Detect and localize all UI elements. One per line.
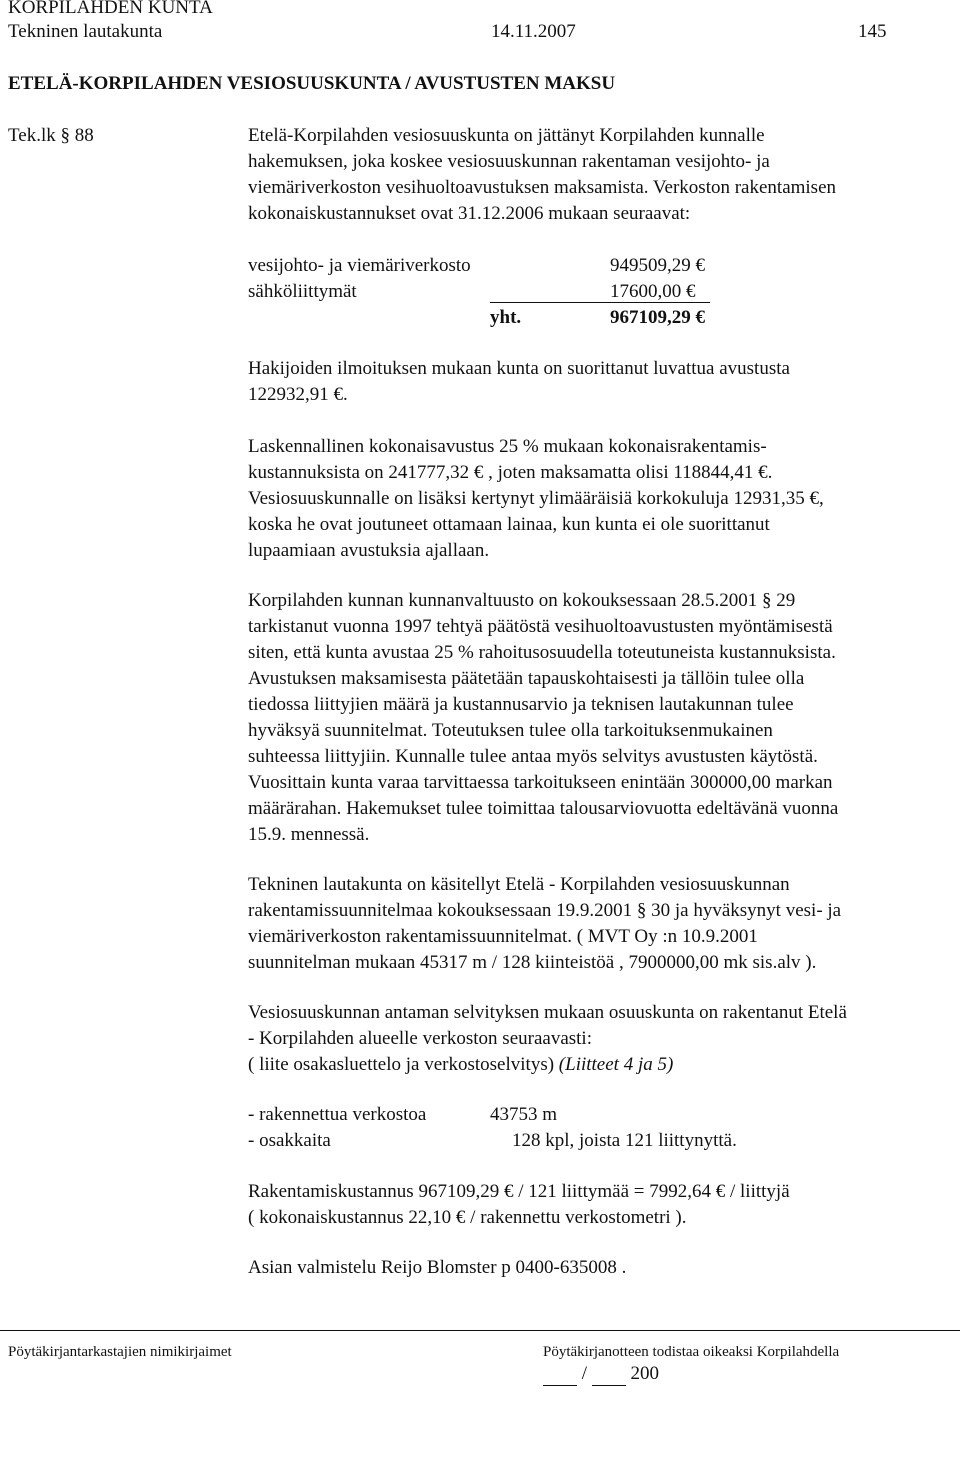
paragraph-line: hyväksyä suunnitelmat. Toteutuksen tulee olla tarkoituksenmukainen: [248, 720, 773, 741]
attachment-numbers: (Liitteet 4 ja 5): [558, 1054, 674, 1075]
footer-date-blank: [543, 1362, 659, 1386]
paragraph-line: 15.9. mennessä.: [248, 824, 370, 845]
network-label: - osakkaita: [248, 1130, 331, 1151]
paragraph-line: viemäriverkoston rakentamissuunnitelmat. ( MVT Oy :n 10.9.2001: [248, 926, 758, 947]
date-separator: /: [581, 1363, 588, 1384]
intro-line: kokonaiskustannukset ovat 31.12.2006 mukaan seuraavat:: [248, 203, 691, 224]
paragraph-line: Laskennallinen kokonaisavustus 25 % mukaan kokonaisrakentamis-: [248, 436, 767, 457]
paragraph-line: Hakijoiden ilmoituksen mukaan kunta on suorittanut luvattua avustusta: [248, 358, 790, 379]
network-value: 128 kpl, joista 121 liittynyttä.: [512, 1130, 737, 1151]
blank-month: [592, 1367, 626, 1386]
paragraph-line: suhteessa liittyjiin. Kunnalle tulee antaa myös selvitys avustusten käytöstä.: [248, 746, 818, 767]
paragraph-line: siten, että kunta avustaa 25 % rahoitusosuudella toteutuneista kustannuksista.: [248, 642, 836, 663]
paragraph-line: rakentamissuunnitelmaa kokouksessaan 19.9.2001 § 30 ja hyväksynyt vesi- ja: [248, 900, 842, 921]
intro-line: viemäriverkoston vesihuoltoavustuksen maksamista. Verkoston rakentamisen: [248, 177, 837, 198]
committee-name: Tekninen lautakunta: [8, 21, 163, 42]
attachment-reference: [248, 1053, 673, 1077]
paragraph-line: tarkistanut vuonna 1997 tehtyä päätöstä vesihuoltoavustusten myöntämisestä: [248, 616, 833, 637]
cost-value: 949509,29 €: [610, 255, 705, 276]
paragraph-line: Avustuksen maksamisesta päätetään tapauskohtaisesti ja tällöin tulee olla: [248, 668, 805, 689]
paragraph-line: Vesiosuuskunnalle on lisäksi kertynyt ylimääräisiä korkokuluja 12931,35 €,: [248, 488, 824, 509]
paragraph-line: Vesiosuuskunnan antaman selvityksen mukaan osuuskunta on rakentanut Etelä: [248, 1002, 847, 1023]
footer-year: 200: [630, 1363, 660, 1384]
paragraph-line: - Korpilahden alueelle verkoston seuraavasti:: [248, 1028, 592, 1049]
paragraph-line: Vuosittain kunta varaa tarvittaessa tarkoitukseen enintään 300000,00 markan: [248, 772, 833, 793]
page-number: 145: [858, 21, 887, 42]
paragraph-line: Tekninen lautakunta on käsitellyt Etelä - Korpilahden vesiosuuskunnan: [248, 874, 790, 895]
total-label: yht.: [490, 307, 522, 328]
cost-value: 17600,00 €: [610, 281, 696, 302]
paragraph-line: suunnitelman mukaan 45317 m / 128 kiinteistöä , 7900000,00 mk sis.alv ).: [248, 952, 817, 973]
cost-label: vesijohto- ja viemäriverkosto: [248, 255, 471, 276]
paragraph-line: määrärahan. Hakemukset tulee toimittaa talousarviovuotta edeltävänä vuonna: [248, 798, 839, 819]
sum-underline: [490, 302, 710, 303]
footer-divider: [0, 1330, 960, 1331]
total-value: 967109,29 €: [610, 307, 705, 328]
paragraph-line: ( kokonaiskustannus 22,10 € / rakennettu verkostometri ).: [248, 1207, 687, 1228]
paragraph-line: tiedossa liittyjien määrä ja kustannusarvio ja teknisen lautakunnan tulee: [248, 694, 794, 715]
paragraph-line: koska he ovat joutuneet ottamaan lainaa, kun kunta ei ole suorittanut: [248, 514, 770, 535]
network-value: 43753 m: [490, 1104, 558, 1125]
intro-line: Etelä-Korpilahden vesiosuuskunta on jättänyt Korpilahden kunnalle: [248, 125, 765, 146]
section-reference: Tek.lk § 88: [8, 125, 94, 146]
footer-certification-label: Pöytäkirjanotteen todistaa oikeaksi Korpilahdella: [543, 1344, 840, 1360]
intro-line: hakemuksen, joka koskee vesiosuuskunnan rakentaman vesijohto- ja: [248, 151, 770, 172]
paragraph-line: lupaamiaan avustuksia ajallaan.: [248, 540, 490, 561]
document-title: ETELÄ-KORPILAHDEN VESIOSUUSKUNTA / AVUSTUSTEN MAKSU: [8, 73, 616, 94]
paragraph-line: Korpilahden kunnan kunnanvaltuusto on kokouksessaan 28.5.2001 § 29: [248, 590, 796, 611]
footer-initials-label: Pöytäkirjantarkastajien nimikirjaimet: [8, 1344, 232, 1360]
preparer-line: Asian valmistelu Reijo Blomster p 0400-635008 .: [248, 1257, 627, 1278]
organization-name: KORPILAHDEN KUNTA: [8, 0, 213, 18]
paragraph-line: Rakentamiskustannus 967109,29 € / 121 liittymää = 7992,64 € / liittyjä: [248, 1181, 790, 1202]
blank-day: [543, 1367, 577, 1386]
network-label: - rakennettua verkostoa: [248, 1104, 427, 1125]
cost-label: sähköliittymät: [248, 281, 357, 302]
attachment-text: ( liite osakasluettelo ja verkostoselvitys): [248, 1054, 559, 1075]
meeting-date: 14.11.2007: [491, 21, 576, 42]
paragraph-line: kustannuksista on 241777,32 € , joten maksamatta olisi 118844,41 €.: [248, 462, 773, 483]
paragraph-line: 122932,91 €.: [248, 384, 348, 405]
